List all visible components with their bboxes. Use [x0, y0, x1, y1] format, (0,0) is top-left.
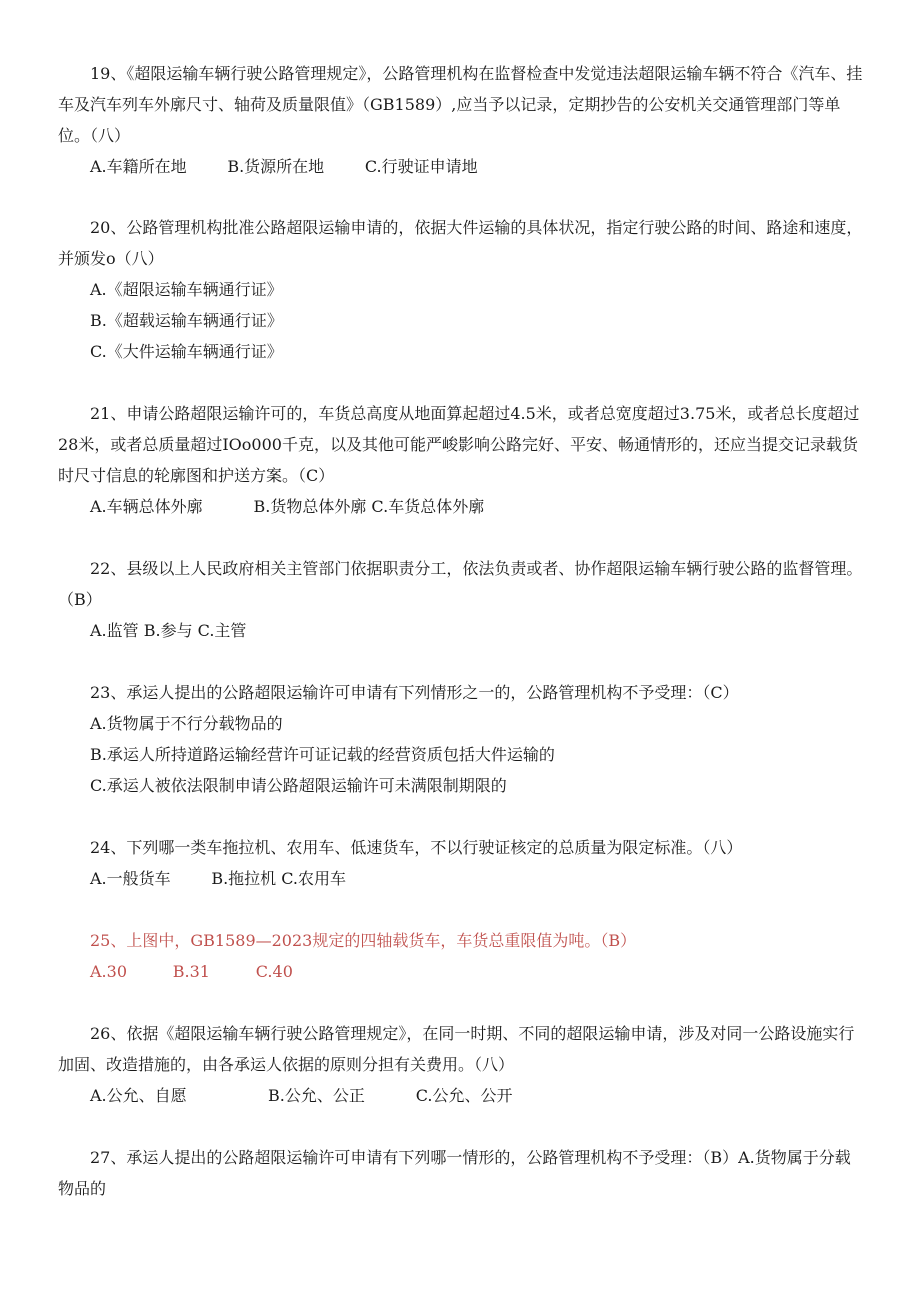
option-c: C.承运人被依法限制申请公路超限运输许可未满限制期限的: [90, 776, 507, 795]
question-27: [58, 1142, 864, 1204]
question-19: [58, 58, 864, 182]
options-line: A.一般货车 B.拖拉机 C.农用车: [90, 869, 347, 888]
question-22: [58, 553, 864, 646]
option-b: B.《超载运输车辆通行证》: [90, 311, 283, 330]
question-23: [58, 677, 864, 801]
question-stem: 23、承运人提出的公路超限运输许可申请有下列情形之一的，公路管理机构不予受理：（C）: [90, 683, 739, 702]
question-stem: 26、依据《超限运输车辆行驶公路管理规定》，在同一时期、不同的超限运输申请，涉及对同一公路设施实行加固、改造措施的，由各承运人依据的原则分担有关费用。（八）: [58, 1024, 855, 1074]
question-stem: 24、下列哪一类车拖拉机、农用车、低速货车，不以行驶证核定的总质量为限定标准。（八）: [90, 838, 743, 857]
question-stem: 19、《超限运输车辆行驶公路管理规定》，公路管理机构在监督检查中发觉违法超限运输车辆不符合《汽车、挂车及汽车列车外廓尺寸、轴荷及质量限值》（GB1589）,应当予以记录，定期抄告的公安机关交通管理部门等单位。（八）: [58, 64, 863, 145]
options-line: A.公允、自愿 B.公允、公正 C.公允、公开: [90, 1086, 513, 1105]
option-c: C.《大件运输车辆通行证》: [90, 342, 283, 361]
question-stem: 27、承运人提出的公路超限运输许可申请有下列哪一情形的，公路管理机构不予受理：（B）A.货物属于分载物品的: [58, 1148, 851, 1198]
question-stem: 21、申请公路超限运输许可的，车货总高度从地面算起超过4.5米，或者总宽度超过3.75米，或者总长度超过28米，或者总质量超过IOo000千克，以及其他可能严峻影响公路完好、平安、畅通情形的，还应当提交记录载货时尺寸信息的轮廓图和护送方案。（C）: [58, 404, 860, 485]
option-a: A.货物属于不行分载物品的: [90, 714, 283, 733]
question-25: [58, 925, 864, 987]
options-line: A.30 B.31 C.40: [90, 962, 293, 981]
question-21: [58, 398, 864, 522]
option-a: A.《超限运输车辆通行证》: [90, 280, 283, 299]
question-stem: 22、县级以上人民政府相关主管部门依据职责分工，依法负责或者、协作超限运输车辆行驶公路的监督管理。（B）: [58, 559, 863, 609]
question-26: [58, 1018, 864, 1111]
options-line: A.车辆总体外廓 B.货物总体外廓 C.车货总体外廓: [90, 497, 485, 516]
options-line: A.监管 B.参与 C.主管: [90, 621, 247, 640]
option-b: B.承运人所持道路运输经营许可证记载的经营资质包括大件运输的: [90, 745, 555, 764]
question-stem: 20、公路管理机构批准公路超限运输申请的，依据大件运输的具体状况，指定行驶公路的时间、路途和速度，并颁发o（八）: [58, 218, 863, 268]
options-line: A.车籍所在地 B.货源所在地 C.行驶证申请地: [90, 157, 478, 176]
question-stem: 25、上图中，GB1589—2023规定的四轴载货车，车货总重限值为吨。（B）: [90, 931, 637, 950]
question-20: [58, 212, 864, 367]
question-24: [58, 832, 864, 894]
